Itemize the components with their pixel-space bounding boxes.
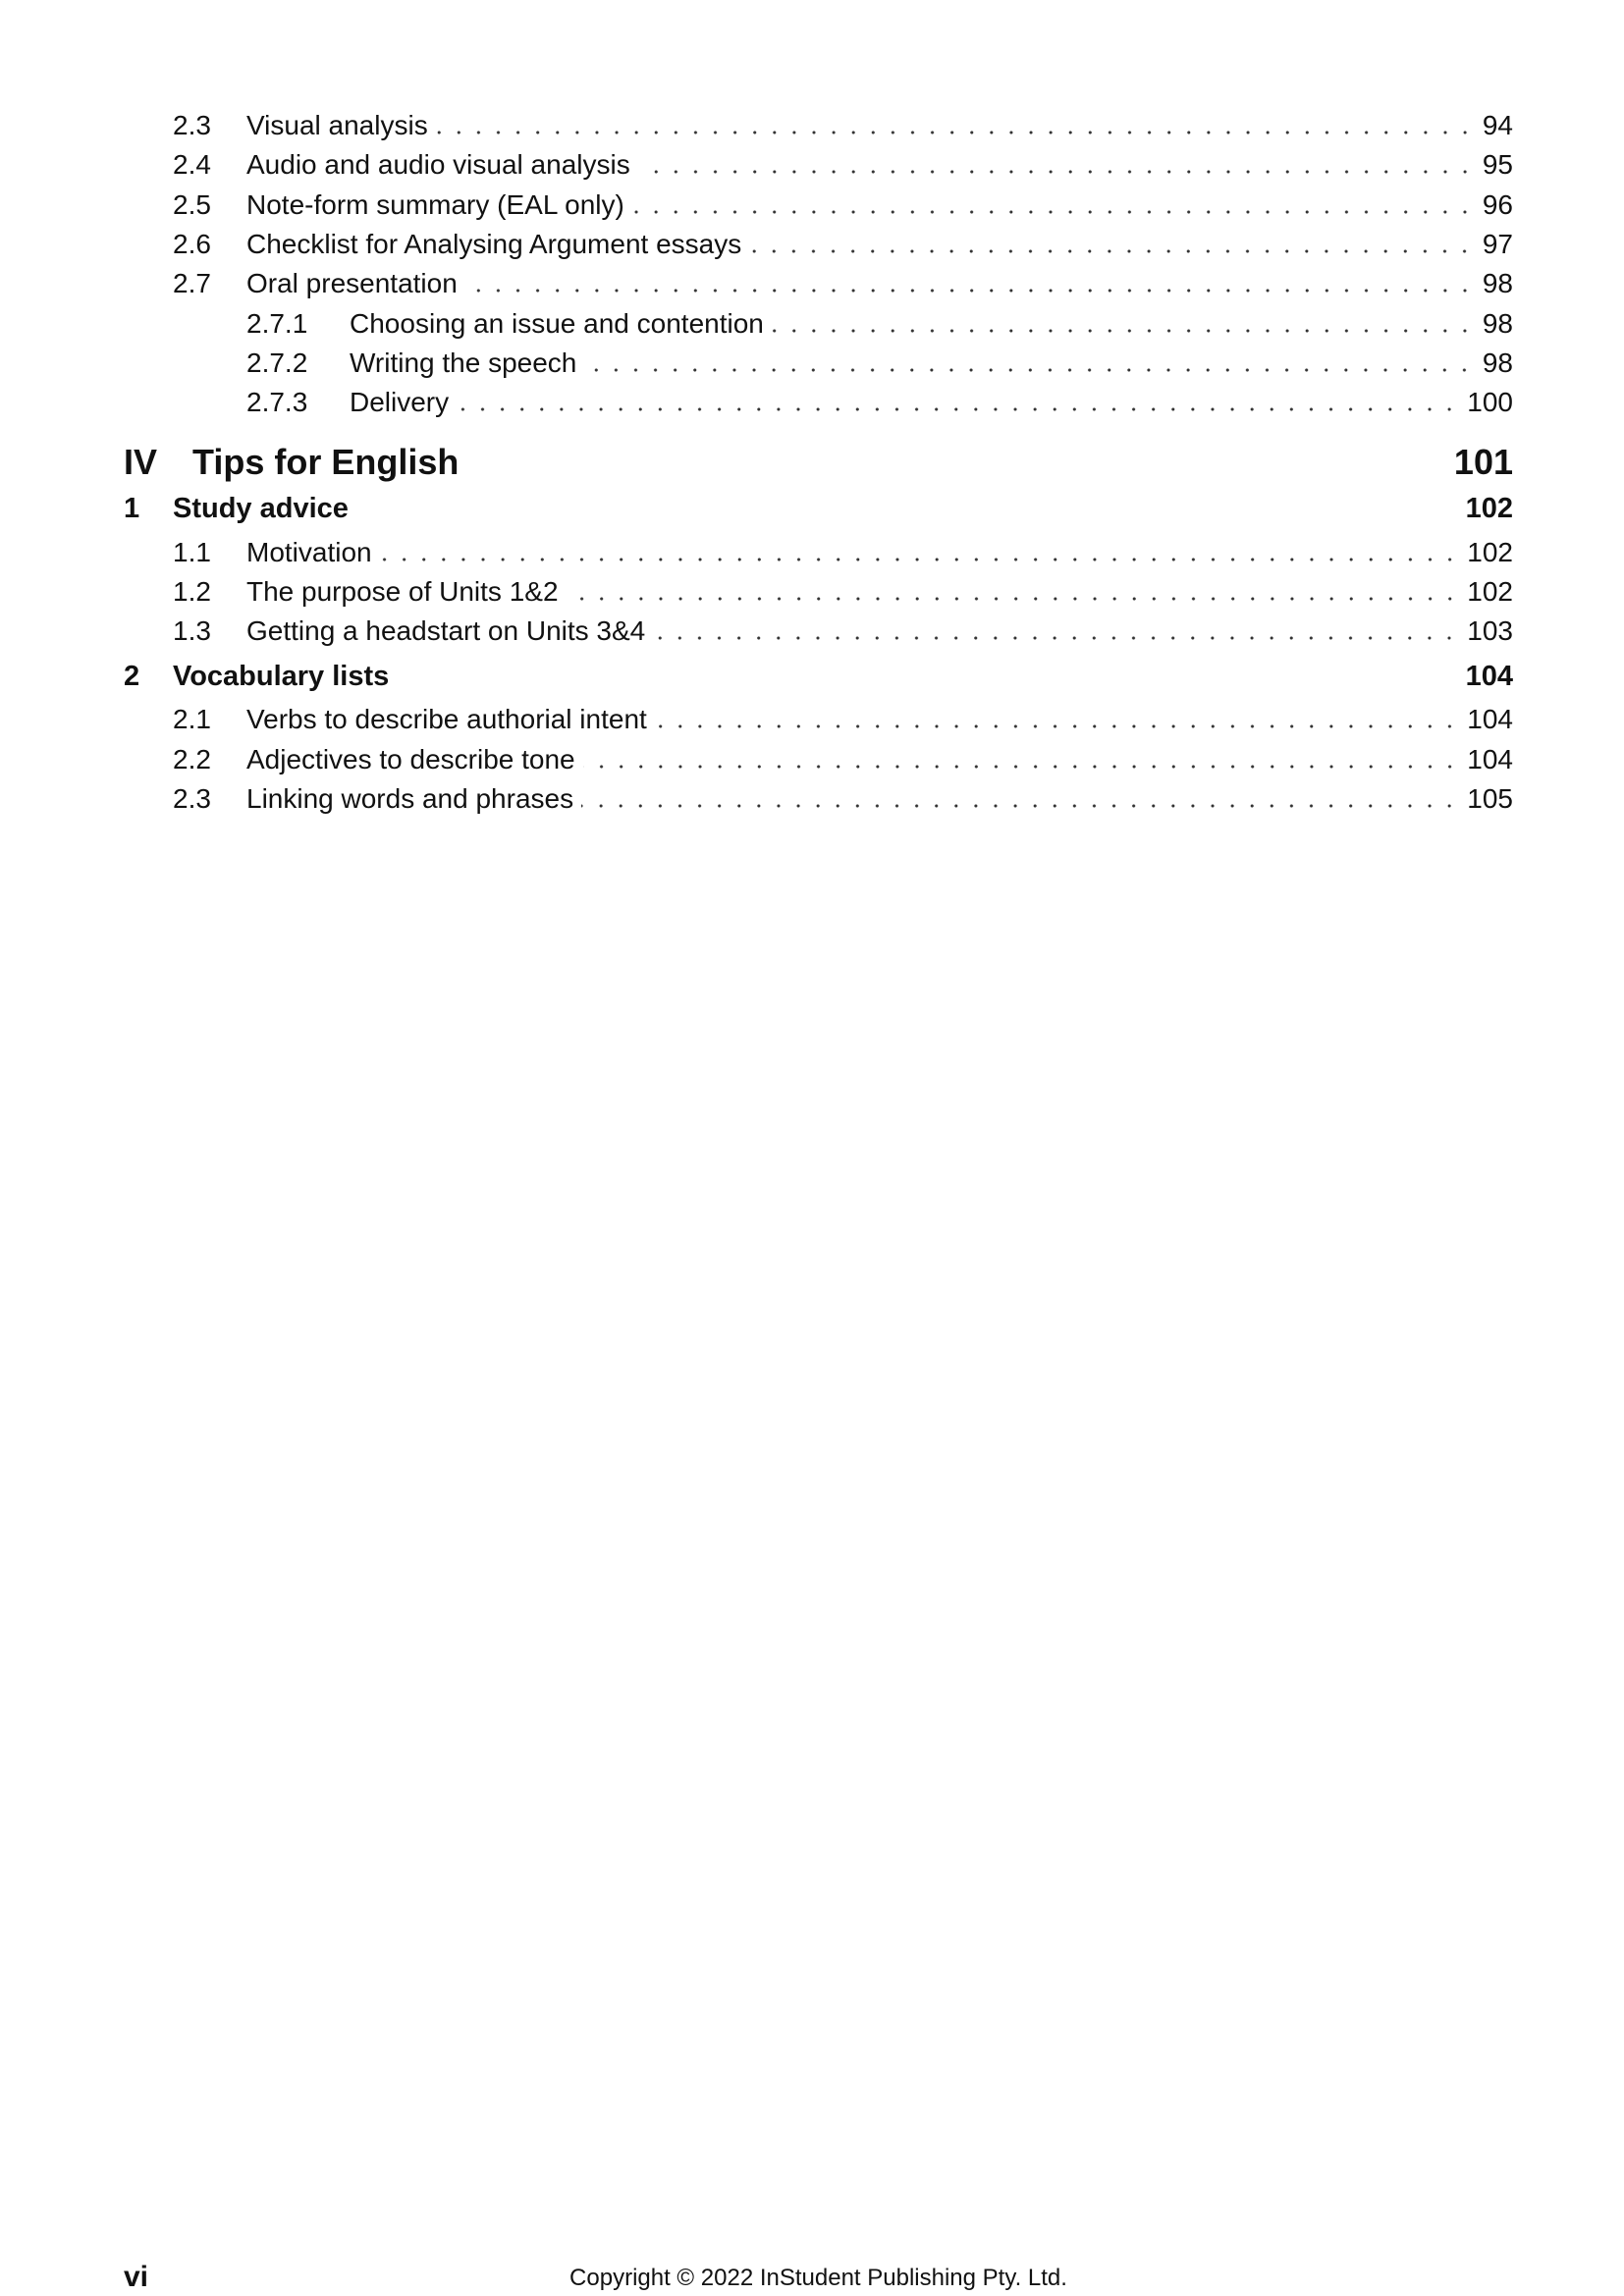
toc-entry[interactable] <box>124 186 1513 225</box>
entry-title: Motivation <box>246 536 372 567</box>
toc-entry[interactable] <box>124 145 1513 185</box>
page-footer <box>124 2261 1513 2296</box>
toc-section-heading[interactable] <box>124 493 1513 532</box>
dot-leader <box>380 558 1460 561</box>
entry-title: Getting a headstart on Units 3&4 <box>246 615 646 647</box>
entry-number: 1.2 <box>173 575 211 607</box>
entry-title: Audio and audio visual analysis <box>246 149 630 181</box>
page-number: vi <box>124 2261 149 2293</box>
entry-page: 96 <box>1482 188 1513 220</box>
entry-number: 2.4 <box>173 149 211 181</box>
entry-title: Writing the speech <box>350 347 577 378</box>
toc-entry[interactable] <box>124 572 1513 612</box>
toc-entry[interactable] <box>124 779 1513 819</box>
dot-leader <box>465 289 1475 293</box>
toc-subentry[interactable] <box>124 344 1513 383</box>
entry-page: 104 <box>1467 743 1513 774</box>
dot-leader <box>653 636 1459 640</box>
entry-page: 100 <box>1467 387 1513 418</box>
toc-entry[interactable] <box>124 740 1513 779</box>
entry-number: 2.7.2 <box>246 347 308 378</box>
dot-leader <box>581 804 1459 808</box>
entry-page: 98 <box>1482 268 1513 299</box>
entry-page: 97 <box>1482 229 1513 260</box>
entry-title: Choosing an issue and contention <box>350 307 764 339</box>
dot-leader <box>583 765 1460 769</box>
entry-title: Delivery <box>350 387 450 418</box>
dot-leader <box>567 597 1460 601</box>
toc-entry[interactable] <box>124 225 1513 264</box>
dot-leader <box>457 407 1459 411</box>
entry-title: Visual analysis <box>246 110 428 141</box>
section-page: 104 <box>1465 661 1513 693</box>
entry-number: 2.5 <box>173 188 211 220</box>
entry-page: 105 <box>1467 783 1513 814</box>
toc-entry[interactable] <box>124 700 1513 739</box>
dot-leader <box>772 329 1475 333</box>
toc-entry[interactable] <box>124 106 1513 145</box>
entry-title: Note-form summary (EAL only) <box>246 188 624 220</box>
section-number: 2 <box>124 661 140 693</box>
entry-page: 95 <box>1482 149 1513 181</box>
entry-title: Linking words and phrases <box>246 783 574 814</box>
section-title: Vocabulary lists <box>173 661 390 693</box>
entry-page: 98 <box>1482 307 1513 339</box>
part-number: IV <box>124 442 158 483</box>
entry-number: 2.3 <box>173 110 211 141</box>
entry-page: 104 <box>1467 704 1513 735</box>
entry-number: 2.1 <box>173 704 211 735</box>
entry-title: Adjectives to describe tone <box>246 743 575 774</box>
section-number: 1 <box>124 493 140 525</box>
entry-number: 2.3 <box>173 783 211 814</box>
table-of-contents <box>124 106 1513 819</box>
entry-number: 2.2 <box>173 743 211 774</box>
dot-leader <box>655 724 1459 728</box>
toc-entry[interactable] <box>124 532 1513 571</box>
section-page: 102 <box>1465 493 1513 525</box>
section-title: Study advice <box>173 493 349 525</box>
toc-subentry[interactable] <box>124 383 1513 422</box>
entry-title: The purpose of Units 1&2 <box>246 575 559 607</box>
toc-subentry[interactable] <box>124 303 1513 343</box>
dot-leader <box>632 210 1475 214</box>
entry-page: 102 <box>1467 575 1513 607</box>
entry-title: Verbs to describe authorial intent <box>246 704 647 735</box>
entry-number: 2.7.1 <box>246 307 308 339</box>
dot-leader <box>584 368 1474 372</box>
dot-leader <box>749 249 1475 253</box>
toc-part-heading[interactable] <box>124 442 1513 491</box>
part-title: Tips for English <box>192 442 460 483</box>
entry-number: 1.3 <box>173 615 211 647</box>
entry-page: 94 <box>1482 110 1513 141</box>
copyright-notice: Copyright © 2022 InStudent Publishing Pty. Ltd. <box>569 2265 1067 2291</box>
entry-page: 98 <box>1482 347 1513 378</box>
entry-number: 2.7 <box>173 268 211 299</box>
entry-title: Checklist for Analysing Argument essays <box>246 229 742 260</box>
entry-number: 1.1 <box>173 536 211 567</box>
dot-leader <box>638 170 1475 174</box>
part-page: 101 <box>1453 442 1513 483</box>
entry-page: 103 <box>1467 615 1513 647</box>
entry-number: 2.7.3 <box>246 387 308 418</box>
toc-entry[interactable] <box>124 264 1513 303</box>
entry-number: 2.6 <box>173 229 211 260</box>
entry-title: Oral presentation <box>246 268 458 299</box>
dot-leader <box>436 131 1475 134</box>
toc-entry[interactable] <box>124 612 1513 651</box>
entry-page: 102 <box>1467 536 1513 567</box>
toc-section-heading[interactable] <box>124 661 1513 700</box>
